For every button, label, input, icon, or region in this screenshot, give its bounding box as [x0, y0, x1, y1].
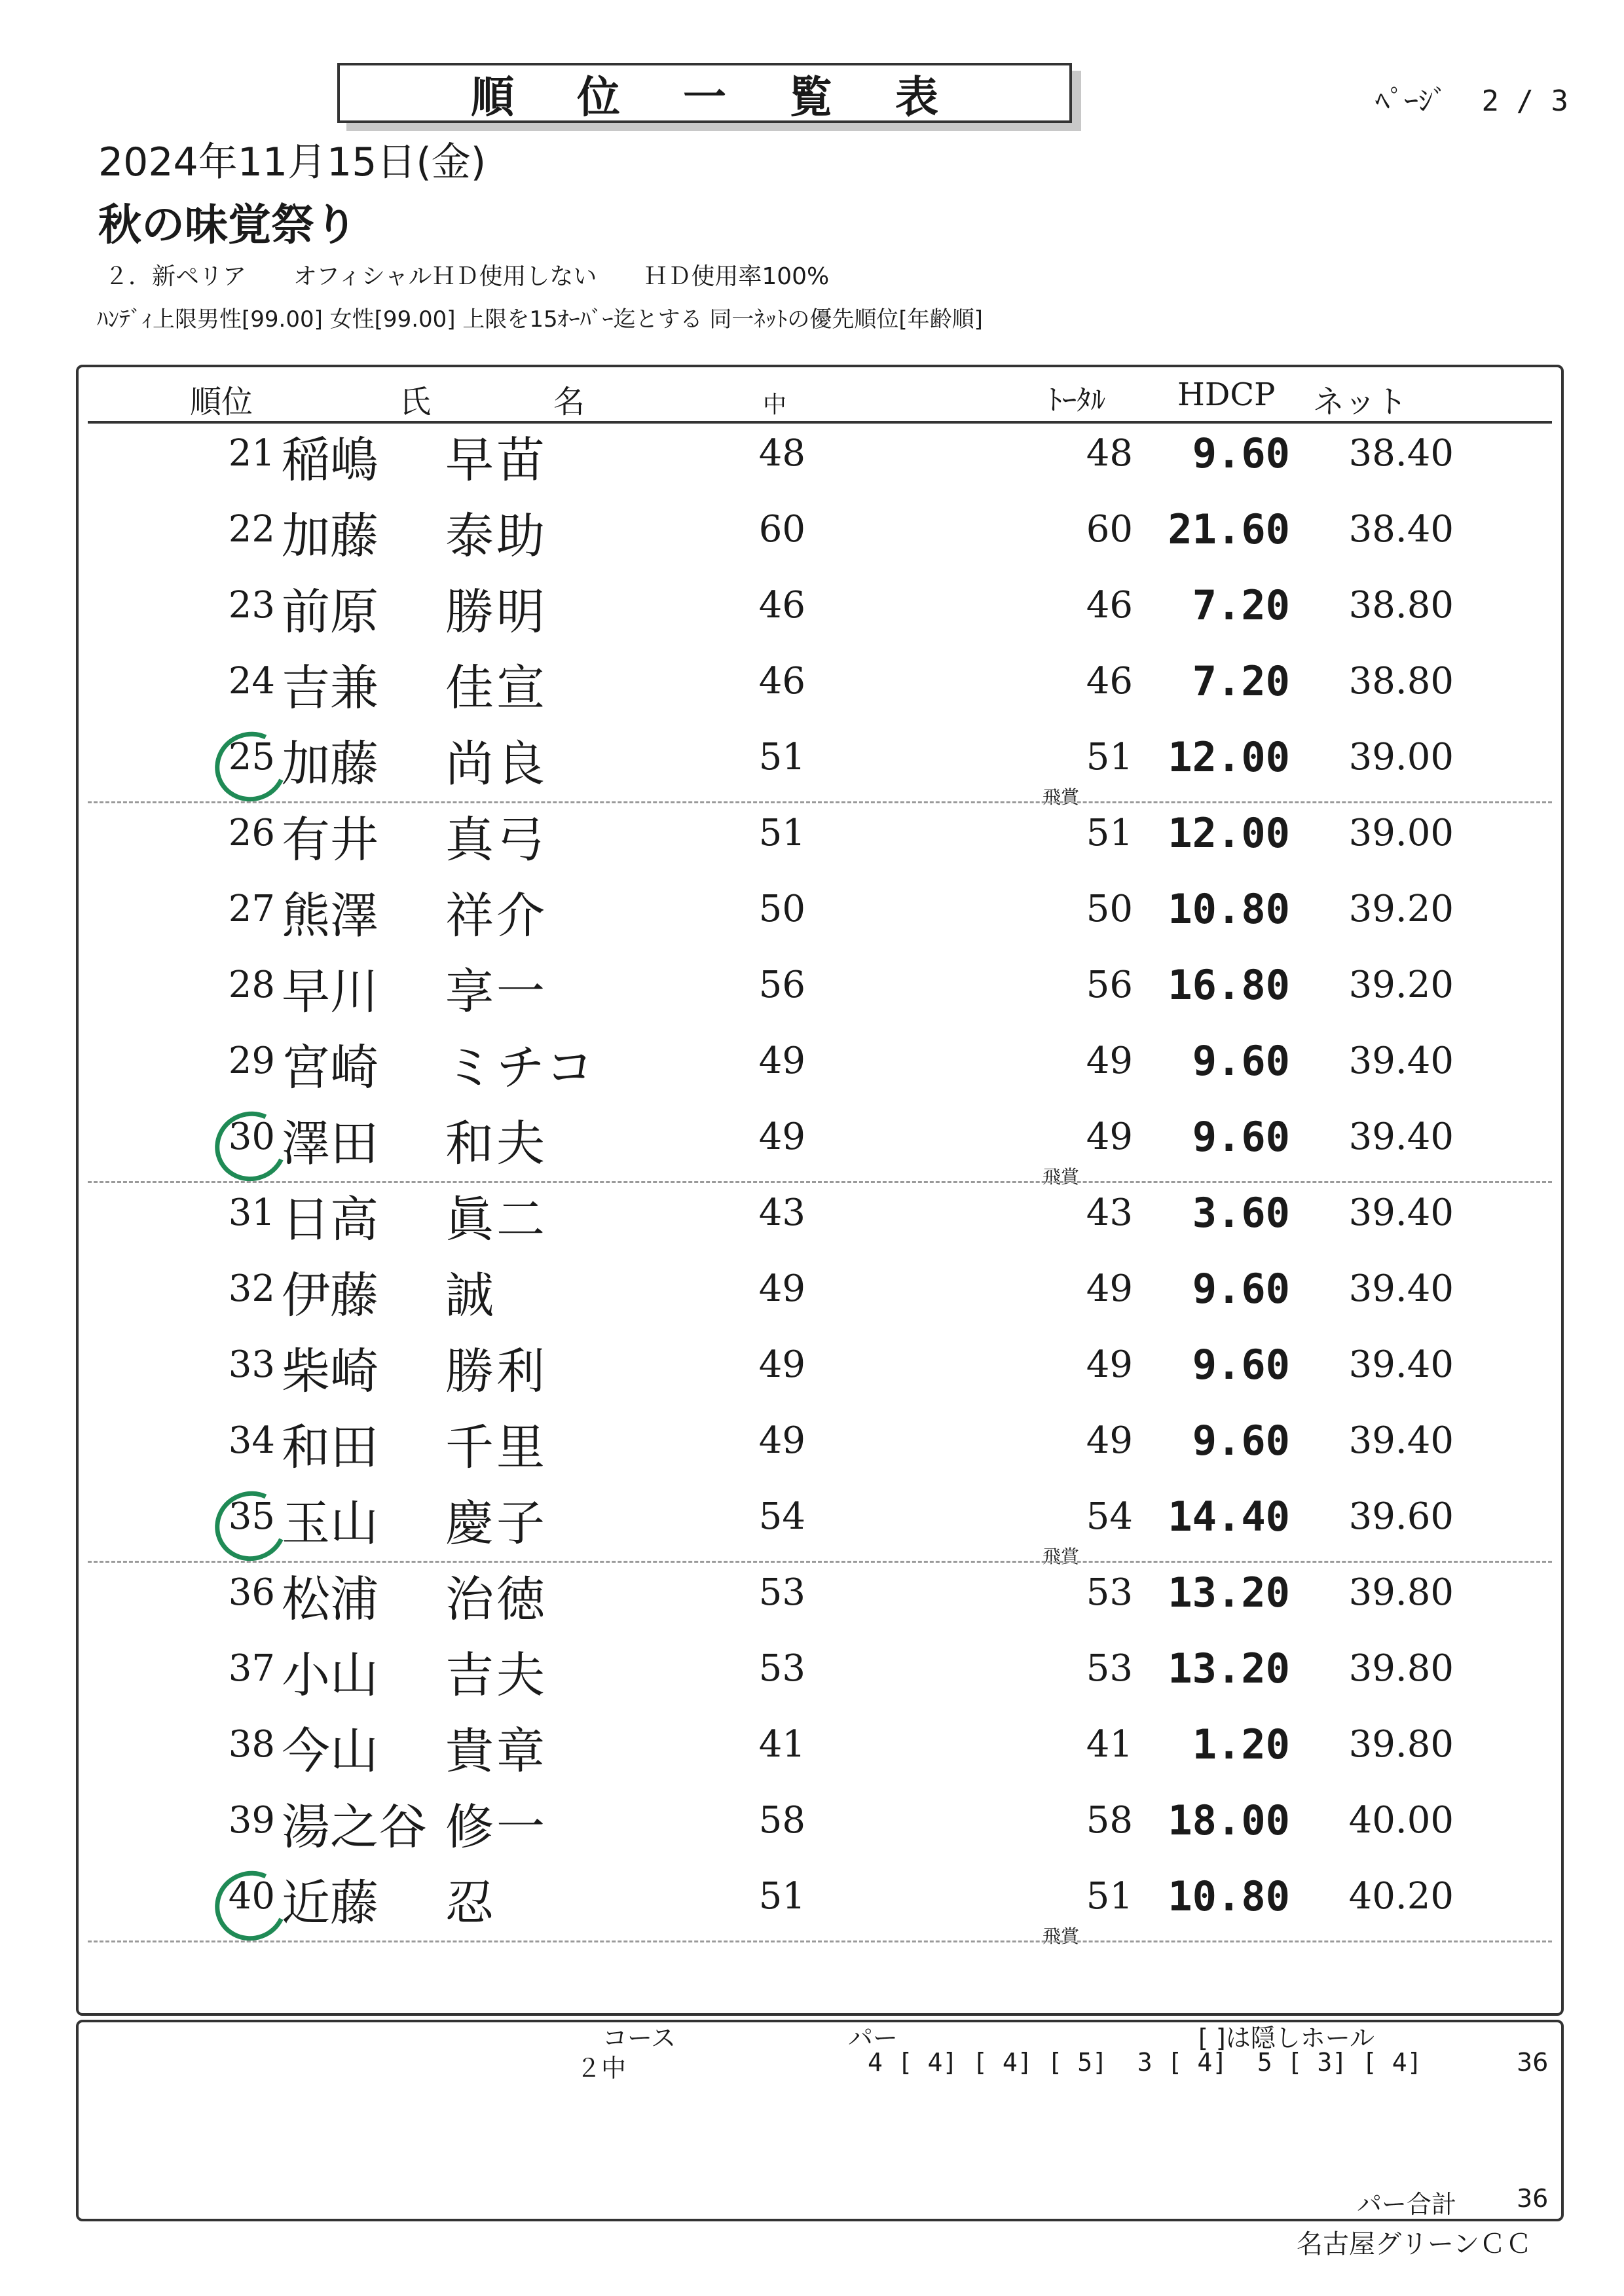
- net-score-cell: 40.00: [1348, 1799, 1454, 1842]
- col-header-hdcp: HDCP: [1177, 376, 1276, 413]
- last-name-cell: 前原: [282, 584, 378, 640]
- net-score-cell: 39.80: [1348, 1571, 1454, 1614]
- rank-cell: 25: [228, 736, 275, 778]
- last-name-cell: 伊藤: [282, 1267, 378, 1324]
- mid-score-cell: 49: [758, 1267, 805, 1310]
- last-name-cell: 今山: [282, 1723, 378, 1779]
- net-score-cell: 39.40: [1348, 1267, 1454, 1310]
- first-name-cell: 千里: [445, 1419, 547, 1476]
- rank-cell: 30: [228, 1116, 275, 1158]
- last-name-cell: 松浦: [282, 1571, 378, 1628]
- last-name-cell: 近藤: [282, 1875, 378, 1931]
- table-row: [0, 1786, 1624, 1862]
- rank-cell: 35: [228, 1495, 275, 1538]
- total-score-cell: 53: [1086, 1647, 1133, 1690]
- page-title: [337, 63, 1072, 123]
- last-name-cell: 柴崎: [282, 1343, 378, 1400]
- course-label: コース: [602, 2024, 676, 2052]
- col-header-mid: 中: [763, 392, 787, 418]
- table-row: [0, 799, 1624, 875]
- total-score-cell: 54: [1086, 1495, 1133, 1538]
- last-name-cell: 熊澤: [282, 888, 378, 944]
- net-score-cell: 39.80: [1348, 1647, 1454, 1690]
- last-name-cell: 加藤: [282, 736, 378, 792]
- mid-score-cell: 43: [758, 1192, 805, 1234]
- hdcp-cell: 14.40: [1168, 1493, 1290, 1540]
- total-score-cell: 56: [1086, 964, 1133, 1006]
- title-char: 表: [895, 71, 938, 122]
- net-score-cell: 38.40: [1348, 508, 1454, 551]
- first-name-cell: 泰助: [445, 508, 547, 564]
- hdcp-cell: 9.60: [1192, 1113, 1290, 1161]
- last-name-cell: 和田: [282, 1419, 378, 1476]
- total-score-cell: 51: [1086, 1875, 1133, 1918]
- hdcp-cell: 9.60: [1192, 429, 1290, 477]
- title-char: 順: [471, 71, 514, 122]
- table-row: [0, 1178, 1624, 1254]
- first-name-cell: 治徳: [445, 1571, 547, 1628]
- table-row: [0, 1254, 1624, 1330]
- first-name-cell: 誠: [445, 1267, 496, 1324]
- par-total-label: パー合計: [1357, 2190, 1457, 2219]
- net-score-cell: 39.80: [1348, 1723, 1454, 1766]
- rank-cell: 31: [228, 1192, 275, 1234]
- last-name-cell: 小山: [282, 1647, 378, 1704]
- col-header-name-a: 氏: [399, 384, 432, 420]
- table-row: [0, 1330, 1624, 1406]
- rank-cell: 29: [228, 1040, 275, 1082]
- first-name-cell: 勝利: [445, 1343, 547, 1400]
- table-row: [0, 951, 1624, 1027]
- last-name-cell: 日高: [282, 1192, 378, 1248]
- net-score-cell: 38.40: [1348, 432, 1454, 475]
- first-name-cell: 享一: [445, 964, 547, 1020]
- table-row: [0, 419, 1624, 495]
- first-name-cell: 佳宣: [445, 660, 547, 716]
- rule-line-2: ﾊﾝﾃﾞｨ上限男性[99.00] 女性[99.00] 上限を15ｵｰﾊﾞｰ迄とする 同一ﾈｯﾄの優先順位[年齢順]: [97, 306, 983, 333]
- table-row: [0, 723, 1624, 808]
- total-score-cell: 43: [1086, 1192, 1133, 1234]
- net-score-cell: 39.00: [1348, 736, 1454, 778]
- table-row: [0, 571, 1624, 647]
- rank-cell: 27: [228, 888, 275, 930]
- prize-mark: 飛賞: [1043, 786, 1080, 808]
- total-score-cell: 48: [1086, 432, 1133, 475]
- last-name-cell: 湯之谷: [282, 1799, 427, 1855]
- rank-cell: 34: [228, 1419, 275, 1462]
- last-name-cell: 澤田: [282, 1116, 378, 1172]
- total-score-cell: 49: [1086, 1040, 1133, 1082]
- net-score-cell: 40.20: [1348, 1875, 1454, 1918]
- mid-score-cell: 51: [758, 812, 805, 854]
- first-name-cell: 吉夫: [445, 1647, 547, 1704]
- mid-score-cell: 60: [758, 508, 805, 551]
- total-score-cell: 49: [1086, 1343, 1133, 1386]
- mid-score-cell: 49: [758, 1040, 805, 1082]
- net-score-cell: 39.40: [1348, 1040, 1454, 1082]
- hdcp-cell: 9.60: [1192, 1341, 1290, 1389]
- hdcp-cell: 7.20: [1192, 657, 1290, 705]
- mid-score-cell: 46: [758, 660, 805, 702]
- first-name-cell: 勝明: [445, 584, 547, 640]
- first-name-cell: 尚良: [445, 736, 547, 792]
- mid-score-cell: 50: [758, 888, 805, 930]
- mid-score-cell: 51: [758, 1875, 805, 1918]
- mid-score-cell: 54: [758, 1495, 805, 1538]
- net-score-cell: 39.40: [1348, 1116, 1454, 1158]
- first-name-cell: 早苗: [445, 432, 547, 488]
- hdcp-cell: 1.20: [1192, 1721, 1290, 1768]
- prize-mark: 飛賞: [1043, 1166, 1080, 1188]
- rank-cell: 38: [228, 1723, 275, 1766]
- mid-score-cell: 41: [758, 1723, 805, 1766]
- rank-cell: 37: [228, 1647, 275, 1690]
- total-score-cell: 49: [1086, 1116, 1133, 1158]
- table-row: [0, 1558, 1624, 1634]
- table-row: [0, 1482, 1624, 1567]
- col-header-name-b: 名: [553, 384, 585, 420]
- hdcp-cell: 18.00: [1168, 1796, 1290, 1844]
- hdcp-cell: 16.80: [1168, 961, 1290, 1009]
- table-row: [0, 1102, 1624, 1188]
- net-score-cell: 39.40: [1348, 1419, 1454, 1462]
- table-row: [0, 1027, 1624, 1102]
- first-name-cell: 修一: [445, 1799, 547, 1855]
- rank-cell: 24: [228, 660, 275, 702]
- event-name: 秋の味覚祭り: [98, 200, 358, 250]
- total-score-cell: 49: [1086, 1419, 1133, 1462]
- last-name-cell: 加藤: [282, 508, 378, 564]
- par-label: パー: [848, 2024, 898, 2052]
- page-label: ﾍﾟｰｼﾞ: [1375, 84, 1447, 118]
- hdcp-cell: 3.60: [1192, 1189, 1290, 1237]
- hdcp-cell: 10.80: [1168, 1872, 1290, 1920]
- title-char: 位: [577, 71, 620, 122]
- total-score-cell: 46: [1086, 584, 1133, 627]
- total-score-cell: 51: [1086, 812, 1133, 854]
- mid-score-cell: 56: [758, 964, 805, 1006]
- last-name-cell: 玉山: [282, 1495, 378, 1552]
- table-row: [0, 1862, 1624, 1947]
- net-score-cell: 39.00: [1348, 812, 1454, 854]
- first-name-cell: 和夫: [445, 1116, 547, 1172]
- net-score-cell: 38.80: [1348, 584, 1454, 627]
- rank-cell: 21: [228, 432, 275, 475]
- hdcp-cell: 13.20: [1168, 1645, 1290, 1692]
- rank-cell: 39: [228, 1799, 275, 1842]
- total-score-cell: 58: [1086, 1799, 1133, 1842]
- page-number: 2 / 3: [1481, 84, 1568, 118]
- last-name-cell: 有井: [282, 812, 378, 868]
- title-char: 一: [683, 71, 726, 122]
- rank-cell: 32: [228, 1267, 275, 1310]
- total-score-cell: 46: [1086, 660, 1133, 702]
- first-name-cell: 貴章: [445, 1723, 547, 1779]
- table-row: [0, 1406, 1624, 1482]
- first-name-cell: 慶子: [445, 1495, 547, 1552]
- mid-score-cell: 49: [758, 1419, 805, 1462]
- total-score-cell: 53: [1086, 1571, 1133, 1614]
- title-char: 覧: [789, 71, 832, 122]
- mid-score-cell: 49: [758, 1343, 805, 1386]
- rank-cell: 22: [228, 508, 275, 551]
- total-score-cell: 60: [1086, 508, 1133, 551]
- hdcp-cell: 10.80: [1168, 885, 1290, 933]
- col-header-rank: 順位: [190, 384, 253, 420]
- mid-score-cell: 58: [758, 1799, 805, 1842]
- prize-mark: 飛賞: [1043, 1546, 1080, 1567]
- rule-line-1: ２．新ペリア オフィシャルＨＤ使用しない ＨＤ使用率100%: [105, 263, 830, 290]
- col-header-net: ネット: [1313, 384, 1408, 420]
- club-name: 名古屋グリーンＣＣ: [1297, 2229, 1532, 2259]
- rank-cell: 40: [228, 1875, 275, 1918]
- mid-score-cell: 46: [758, 584, 805, 627]
- net-score-cell: 39.60: [1348, 1495, 1454, 1538]
- rank-cell: 26: [228, 812, 275, 854]
- net-score-cell: 39.40: [1348, 1343, 1454, 1386]
- total-score-cell: 50: [1086, 888, 1133, 930]
- first-name-cell: ミチコ: [445, 1040, 597, 1096]
- table-row: [0, 647, 1624, 723]
- group-divider: [88, 1941, 1552, 1942]
- hdcp-cell: 21.60: [1168, 505, 1290, 553]
- total-score-cell: 41: [1086, 1723, 1133, 1766]
- rank-cell: 28: [228, 964, 275, 1006]
- page-indicator: [1375, 77, 1568, 119]
- hdcp-cell: 12.00: [1168, 733, 1290, 781]
- first-name-cell: 祥介: [445, 888, 547, 944]
- first-name-cell: 忍: [445, 1875, 496, 1931]
- rank-cell: 23: [228, 584, 275, 627]
- prize-mark: 飛賞: [1043, 1925, 1080, 1947]
- hdcp-cell: 12.00: [1168, 809, 1290, 857]
- hdcp-cell: 9.60: [1192, 1037, 1290, 1085]
- net-score-cell: 39.20: [1348, 964, 1454, 1006]
- hdcp-cell: 13.20: [1168, 1569, 1290, 1616]
- total-score-cell: 49: [1086, 1267, 1133, 1310]
- course-value: ２中: [576, 2054, 627, 2083]
- first-name-cell: 眞二: [445, 1192, 547, 1248]
- table-row: [0, 1634, 1624, 1710]
- total-score-cell: 51: [1086, 736, 1133, 778]
- first-name-cell: 真弓: [445, 812, 547, 868]
- hdcp-cell: 7.20: [1192, 581, 1290, 629]
- last-name-cell: 吉兼: [282, 660, 378, 716]
- last-name-cell: 宮崎: [282, 1040, 378, 1096]
- net-score-cell: 38.80: [1348, 660, 1454, 702]
- table-row: [0, 495, 1624, 571]
- hidden-hole-label: [ ]は隠しホール: [1198, 2024, 1375, 2052]
- hdcp-cell: 9.60: [1192, 1417, 1290, 1465]
- col-header-total: ﾄｰﾀﾙ: [1048, 384, 1105, 417]
- mid-score-cell: 51: [758, 736, 805, 778]
- net-score-cell: 39.40: [1348, 1192, 1454, 1234]
- table-row: [0, 875, 1624, 951]
- rank-cell: 36: [228, 1571, 275, 1614]
- hdcp-cell: 9.60: [1192, 1265, 1290, 1313]
- event-date: 2024年11月15日(金): [98, 139, 487, 185]
- net-score-cell: 39.20: [1348, 888, 1454, 930]
- mid-score-cell: 53: [758, 1647, 805, 1690]
- course-total: 36: [1517, 2048, 1549, 2077]
- hole-pars: 4 [ 4] [ 4] [ 5] 3 [ 4] 5 [ 3] [ 4]: [868, 2048, 1422, 2077]
- mid-score-cell: 49: [758, 1116, 805, 1158]
- last-name-cell: 早川: [282, 964, 378, 1020]
- par-total-value: 36: [1517, 2184, 1549, 2213]
- last-name-cell: 稲嶋: [282, 432, 378, 488]
- rank-cell: 33: [228, 1343, 275, 1386]
- mid-score-cell: 48: [758, 432, 805, 475]
- mid-score-cell: 53: [758, 1571, 805, 1614]
- table-row: [0, 1710, 1624, 1786]
